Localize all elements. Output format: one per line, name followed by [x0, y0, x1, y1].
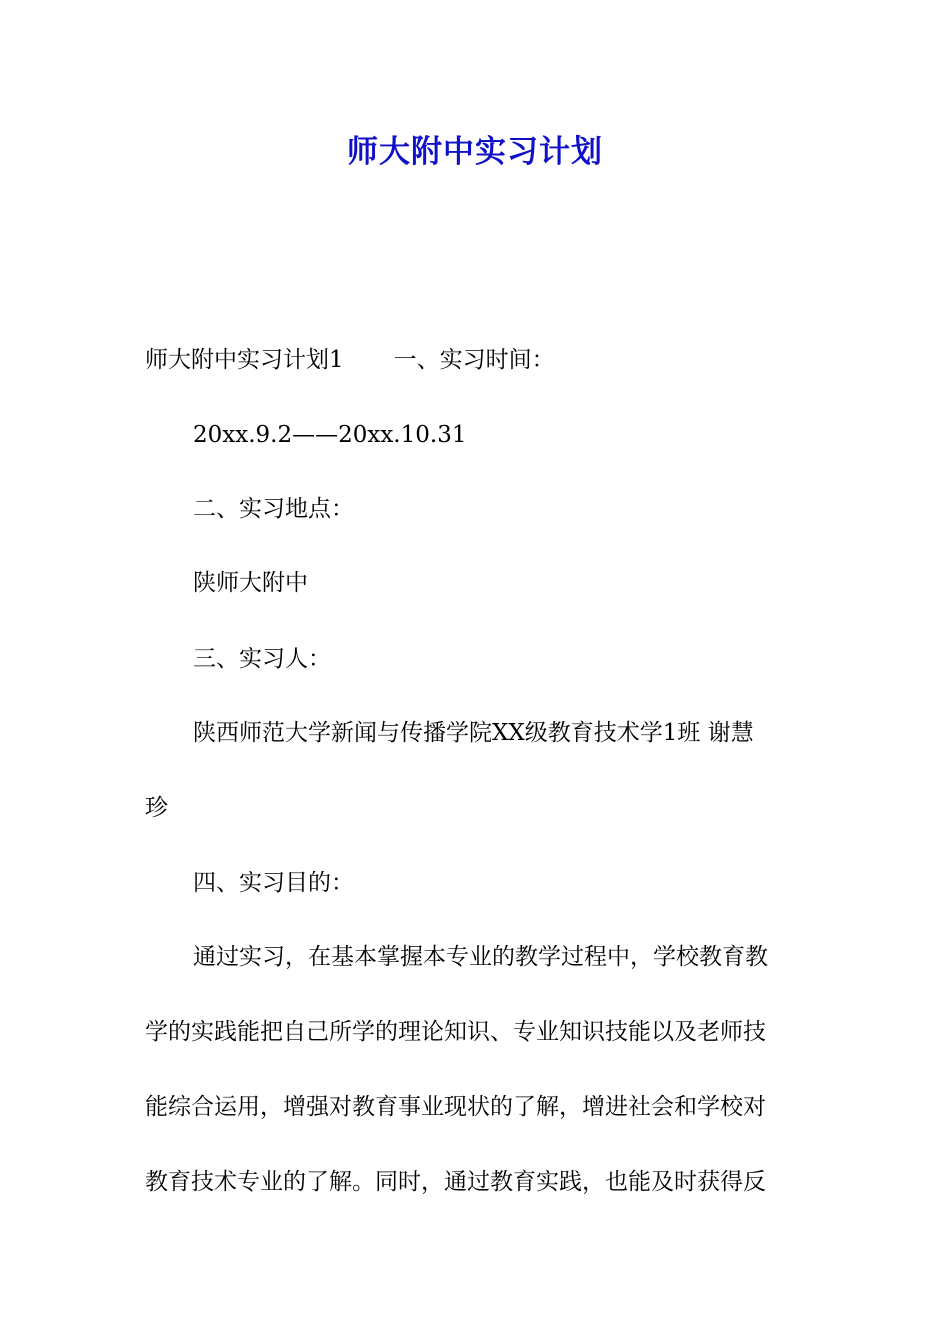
section-3-heading: 三、实习人：	[193, 646, 331, 672]
document-title: 师大附中实习计划	[347, 134, 603, 170]
plan-heading: 师大附中实习计划1	[145, 347, 344, 373]
purpose-paragraph-line-1: 通过实习，在基本掌握本专业的教学过程中，学校教育教	[193, 944, 768, 970]
section-2-heading: 二、实习地点：	[193, 496, 354, 522]
intern-info-line-1: 陕西师范大学新闻与传播学院XX级教育技术学1班 谢慧	[193, 720, 754, 746]
purpose-paragraph-line-3: 能综合运用，增强对教育事业现状的了解，增进社会和学校对	[145, 1094, 766, 1120]
paragraph-heading-line	[145, 340, 555, 380]
internship-location: 陕师大附中	[193, 570, 308, 596]
purpose-paragraph-line-2: 学的实践能把自己所学的理论知识、专业知识技能以及老师技	[145, 1019, 766, 1045]
purpose-paragraph-line-4: 教育技术专业的了解。同时，通过教育实践，也能及时获得反	[145, 1169, 766, 1195]
internship-dates: 20xx.9.2——20xx.10.31	[193, 422, 467, 448]
intern-info-line-2: 珍	[145, 795, 168, 821]
section-4-heading: 四、实习目的：	[193, 870, 354, 896]
section-1-heading: 一、实习时间：	[393, 347, 555, 373]
